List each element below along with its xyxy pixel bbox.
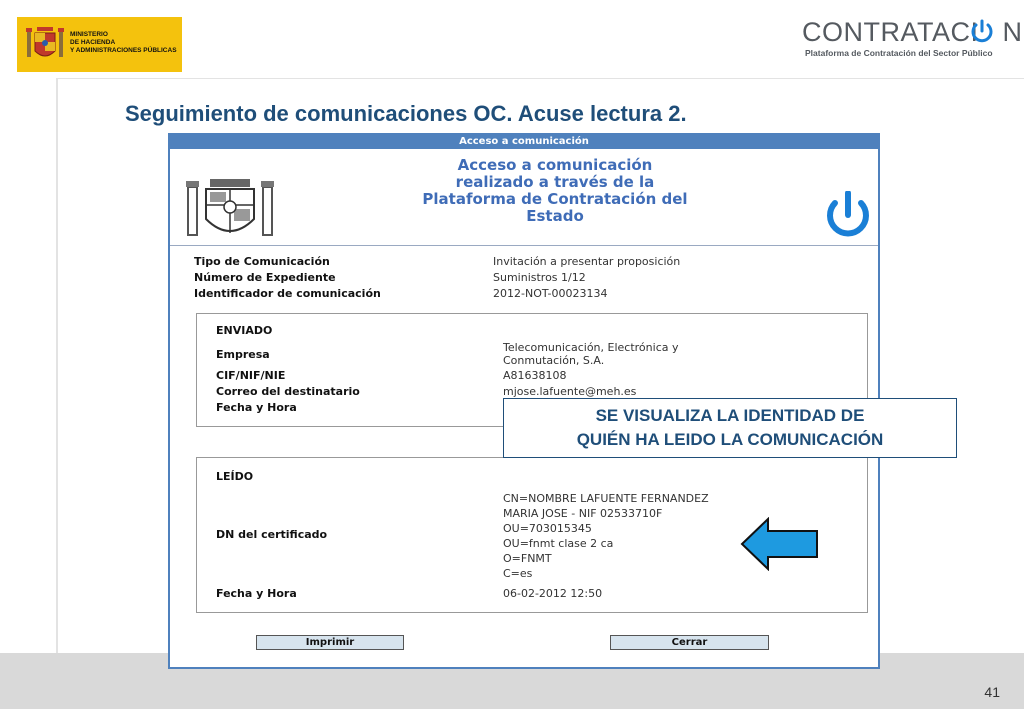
cif-value: A81638108 (503, 369, 567, 382)
print-button[interactable]: Imprimir (256, 635, 404, 650)
dn-line: OU=703015345 (503, 522, 592, 535)
info-label: Identificador de comunicación (194, 287, 381, 300)
power-icon (969, 19, 995, 45)
brand-subtitle: Plataforma de Contratación del Sector Público (805, 48, 993, 58)
dn-line: MARIA JOSE - NIF 02533710F (503, 507, 663, 520)
company-value (503, 341, 679, 367)
read-heading: LEÍDO (216, 470, 254, 483)
close-button[interactable]: Cerrar (610, 635, 769, 650)
ministry-line-1: MINISTERIO (70, 31, 108, 38)
header-line-4: Estado (526, 207, 584, 225)
company-value-line-1: Telecomunicación, Electrónica y (503, 341, 679, 354)
info-value: Suministros 1/12 (493, 271, 586, 284)
arrow-left-icon (740, 517, 820, 571)
certificate-dn-value (503, 491, 709, 581)
header-line-2: realizado a través de la (455, 173, 655, 191)
recipient-email-value: mjose.lafuente@meh.es (503, 385, 637, 398)
dn-line: OU=fnmt clase 2 ca (503, 537, 614, 550)
read-datetime-value: 06-02-2012 12:50 (503, 587, 603, 600)
info-label: Tipo de Comunicación (194, 255, 330, 268)
identity-callout (503, 398, 957, 458)
power-icon (818, 191, 878, 241)
certificate-dn-label: DN del certificado (216, 528, 328, 541)
info-label: Número de Expediente (194, 271, 336, 284)
info-value: 2012-NOT-00023134 (493, 287, 608, 300)
left-divider (56, 78, 58, 653)
top-divider (58, 78, 1024, 79)
read-datetime-label: Fecha y Hora (216, 587, 297, 600)
callout-line-1: SE VISUALIZA LA IDENTIDAD DE (595, 406, 865, 425)
dn-line: CN=NOMBRE LAFUENTE FERNANDEZ (503, 492, 709, 505)
ministry-line-2: DE HACIENDA (70, 39, 116, 46)
sent-heading: ENVIADO (216, 324, 273, 337)
dn-line: O=FNMT (503, 552, 552, 565)
spanish-coat-of-arms-icon (25, 23, 65, 65)
window-header (170, 149, 878, 246)
header-line-3: Plataforma de Contratación del (422, 190, 688, 208)
window-header-title (360, 157, 750, 225)
company-value-line-2: Conmutación, S.A. (503, 354, 605, 367)
slide-title: Seguimiento de comunicaciones OC. Acuse lectura 2. (125, 101, 687, 126)
ministry-logo (17, 17, 182, 72)
recipient-email-label: Correo del destinatario (216, 385, 360, 398)
window-titlebar: Acceso a comunicación (170, 135, 878, 149)
contratacion-brand (802, 17, 1023, 67)
page-number: 41 (984, 684, 1000, 700)
brand-word-end: N (1002, 17, 1023, 47)
brand-word-start: CONTRATACI (802, 17, 979, 47)
sent-datetime-label: Fecha y Hora (216, 401, 297, 414)
callout-line-2: QUIÉN HA LEIDO LA COMUNICACIÓN (576, 430, 884, 449)
company-label: Empresa (216, 348, 270, 361)
ministry-line-3: Y ADMINISTRACIONES PÚBLICAS (70, 47, 177, 54)
spanish-coat-of-arms-icon (184, 173, 276, 243)
header-line-1: Acceso a comunicación (457, 156, 653, 174)
dn-line: C=es (503, 567, 533, 580)
info-value: Invitación a presentar proposición (493, 255, 681, 268)
ministry-name (70, 31, 182, 55)
cif-label: CIF/NIF/NIE (216, 369, 286, 382)
